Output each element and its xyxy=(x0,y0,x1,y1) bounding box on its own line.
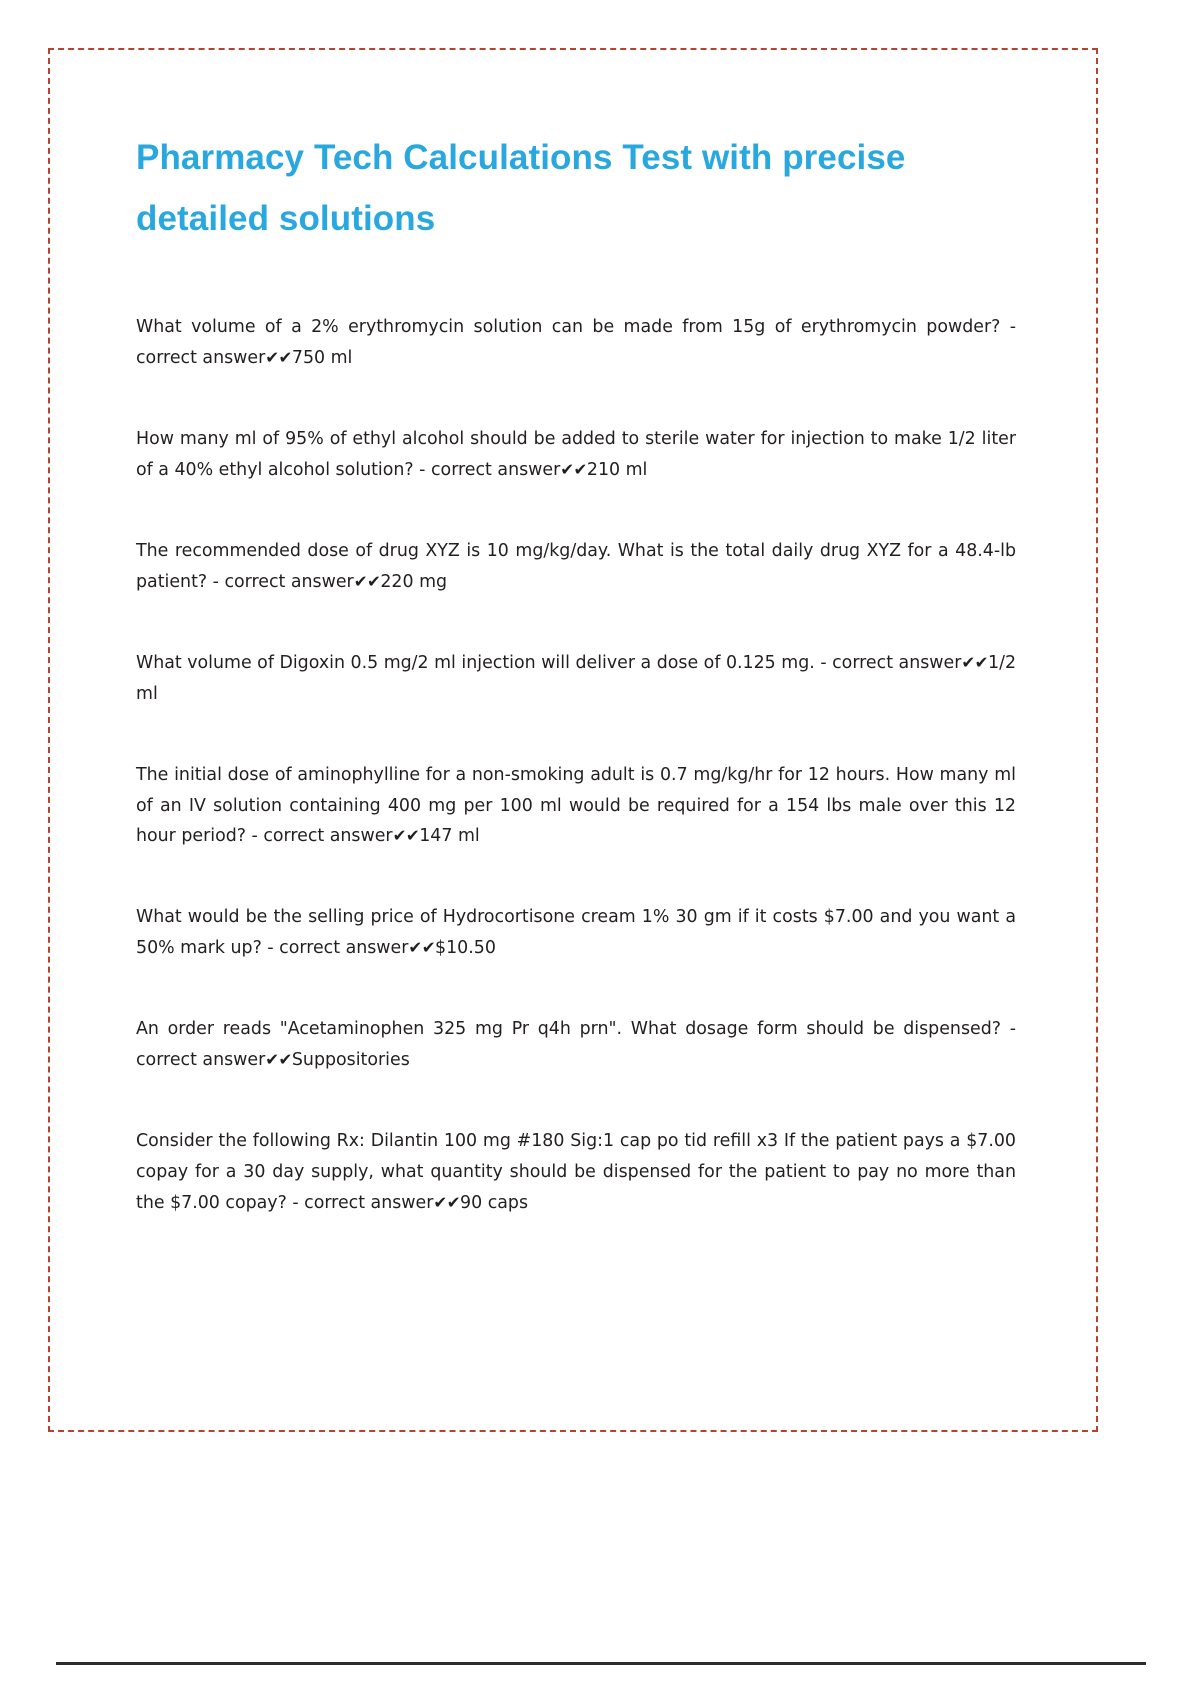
qa-item xyxy=(136,902,1016,964)
qa-item xyxy=(136,1014,1016,1076)
answer-checkmarks: ✔✔ xyxy=(265,1050,292,1070)
answer-text: 1/2 ml xyxy=(136,652,1017,704)
qa-item xyxy=(136,312,1016,374)
answer-checkmarks: ✔✔ xyxy=(433,1193,461,1213)
answer-checkmarks: ✔✔ xyxy=(408,938,436,958)
question-text: What volume of a 2% erythromycin solution can be made from 15g of erythromycin powder? - correct answer xyxy=(136,316,1016,368)
question-text: What would be the selling price of Hydrocortisone cream 1% 30 gm if it costs $7.00 and you want a 50% mark up? - correct answer xyxy=(136,907,1016,959)
page-title: Pharmacy Tech Calculations Test with precise detailed solutions xyxy=(136,138,906,238)
question-text: Consider the following Rx: Dilantin 100 mg #180 Sig:1 cap po tid refill x3 If the patient pays a $7.00 copay for a 30 day supply, what quantity should be dispensed for the patient to pay no more than the $7.00 copay? - correct answer xyxy=(136,1131,1016,1214)
page-bottom-divider xyxy=(56,1662,1146,1665)
answer-text: 147 ml xyxy=(419,826,480,847)
answer-checkmarks: ✔✔ xyxy=(265,347,292,367)
question-text: How many ml of 95% of ethyl alcohol should be added to sterile water for injection to make 1/2 liter of a 40% ethyl alcohol solution? - correct answer xyxy=(136,428,1016,480)
question-text: What volume of Digoxin 0.5 mg/2 ml injection will deliver a dose of 0.125 mg. - correct answer xyxy=(136,652,962,673)
question-answer-list xyxy=(136,312,1016,1219)
document-border-frame xyxy=(48,48,1098,1432)
question-text: The recommended dose of drug XYZ is 10 mg/kg/day. What is the total daily drug XYZ for a 48.4-lb patient? - correct answer xyxy=(136,540,1016,592)
qa-item xyxy=(136,760,1016,853)
answer-checkmarks: ✔✔ xyxy=(353,571,381,591)
document-content xyxy=(136,128,1016,1219)
answer-text: 220 mg xyxy=(380,571,448,592)
answer-text: Suppositories xyxy=(291,1050,410,1071)
answer-checkmarks: ✔✔ xyxy=(560,459,587,479)
qa-item xyxy=(136,648,1016,710)
qa-item xyxy=(136,536,1016,598)
qa-item xyxy=(136,1126,1016,1219)
qa-item xyxy=(136,424,1016,486)
answer-text: 210 ml xyxy=(586,459,648,480)
answer-text: $10.50 xyxy=(435,938,496,959)
answer-checkmarks: ✔✔ xyxy=(961,652,989,672)
question-text: An order reads "Acetaminophen 325 mg Pr q4h prn". What dosage form should be dispensed? - correct answer xyxy=(136,1019,1016,1071)
question-text: The initial dose of aminophylline for a non-smoking adult is 0.7 mg/kg/hr for 12 hours. How many ml of an IV solution containing 400 mg per 100 ml would be required for a 154 lbs male over this 12 hour period? - correct answer xyxy=(136,764,1016,847)
answer-text: 90 caps xyxy=(460,1193,529,1214)
answer-text: 750 ml xyxy=(291,347,353,368)
answer-checkmarks: ✔✔ xyxy=(392,826,420,846)
